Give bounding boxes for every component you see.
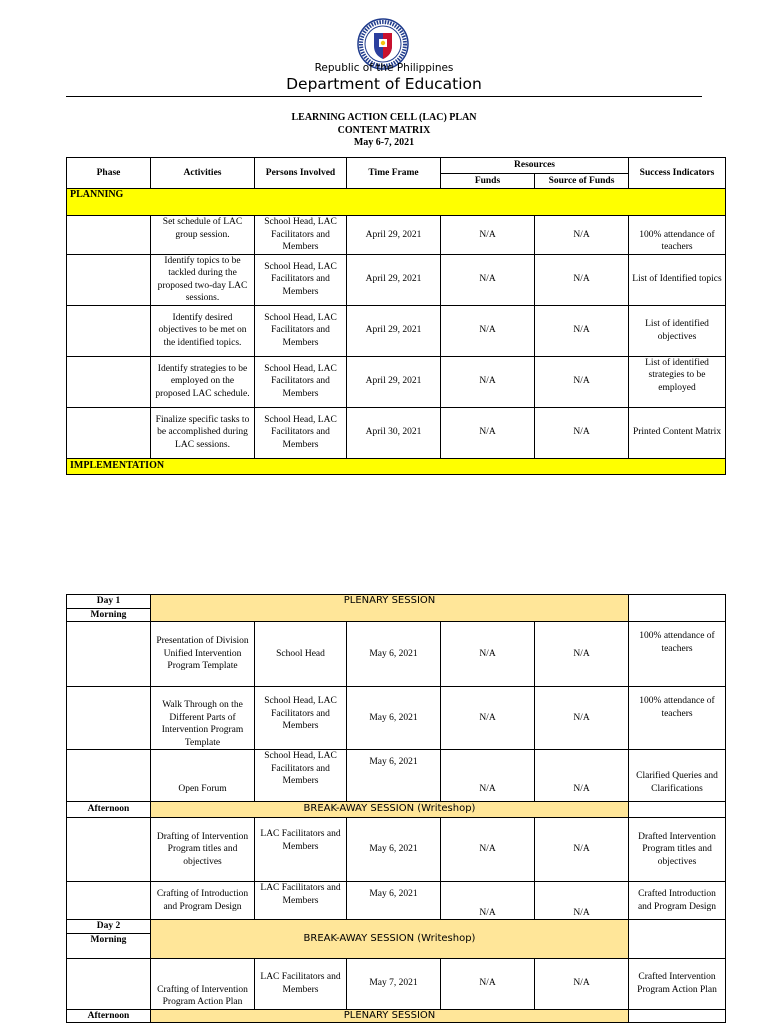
col-header-success: Success Indicators: [629, 158, 726, 189]
source-cell: N/A: [535, 750, 629, 802]
success-cell: Drafted Intervention Program titles and objectives: [629, 818, 726, 882]
source-cell: N/A: [535, 305, 629, 356]
col-header-persons: Persons Involved: [255, 158, 347, 189]
afternoon-label: Afternoon: [67, 802, 151, 818]
source-cell: N/A: [535, 216, 629, 255]
phase-cell: [67, 687, 151, 750]
source-cell: N/A: [535, 254, 629, 305]
day-2-label: Day 2: [67, 920, 151, 934]
success-cell: List of identified strategies to be employed: [629, 356, 726, 407]
persons-cell: School Head, LAC Facilitators and Members: [255, 356, 347, 407]
phase-cell: [67, 622, 151, 687]
funds-cell: N/A: [441, 750, 535, 802]
activity-cell: Identify topics to be tackled during the proposed two-day LAC sessions.: [151, 254, 255, 305]
persons-cell: School Head, LAC Facilitators and Members: [255, 687, 347, 750]
afternoon-label-day-2: Afternoon: [67, 1009, 151, 1023]
col-header-funds: Funds: [441, 174, 535, 189]
col-header-phase: Phase: [67, 158, 151, 189]
success-cell: 100% attendance of teachers: [629, 687, 726, 750]
plenary-session-banner-day-2: PLENARY SESSION: [151, 1009, 629, 1023]
table-row: [67, 882, 726, 920]
phase-cell: [67, 818, 151, 882]
table-row: [67, 356, 726, 407]
funds-cell: N/A: [441, 687, 535, 750]
activity-cell: Crafting of Intervention Program Action Plan: [151, 958, 255, 1009]
empty-cell: [629, 595, 726, 622]
table-row: [67, 407, 726, 458]
time-cell: May 7, 2021: [347, 958, 441, 1009]
success-cell: Crafted Intervention Program Action Plan: [629, 958, 726, 1009]
success-cell: List of Identified topics: [629, 254, 726, 305]
activity-cell: Presentation of Division Unified Intervention Program Template: [151, 622, 255, 687]
morning-label-day-2: Morning: [67, 933, 151, 958]
document-title: [0, 112, 768, 150]
time-cell: April 29, 2021: [347, 216, 441, 255]
phase-cell: [67, 407, 151, 458]
funds-cell: N/A: [441, 818, 535, 882]
title-line-2: CONTENT MATRIX: [337, 124, 431, 136]
activity-cell: Crafting of Introduction and Program Design: [151, 882, 255, 920]
time-cell: May 6, 2021: [347, 687, 441, 750]
table-row: [67, 687, 726, 750]
title-line-1: LEARNING ACTION CELL (LAC) PLAN: [291, 112, 477, 123]
activity-cell: Identify desired objectives to be met on the identified topics.: [151, 305, 255, 356]
phase-cell: [67, 958, 151, 1009]
implementation-table: [66, 594, 726, 1023]
source-cell: N/A: [535, 687, 629, 750]
table-row: [67, 254, 726, 305]
success-cell: Printed Content Matrix: [629, 407, 726, 458]
table-row: [67, 750, 726, 802]
planning-table: [66, 157, 726, 475]
time-cell: May 6, 2021: [347, 622, 441, 687]
department-name: Department of Education: [286, 75, 482, 93]
persons-cell: School Head, LAC Facilitators and Members: [255, 407, 347, 458]
success-cell: 100% attendance of teachers: [629, 216, 726, 255]
persons-cell: School Head, LAC Facilitators and Members: [255, 216, 347, 255]
persons-cell: School Head, LAC Facilitators and Members: [255, 750, 347, 802]
source-cell: N/A: [535, 882, 629, 920]
time-cell: April 29, 2021: [347, 356, 441, 407]
phase-cell: [67, 882, 151, 920]
time-cell: April 29, 2021: [347, 254, 441, 305]
col-header-activities: Activities: [151, 158, 255, 189]
time-cell: May 6, 2021: [347, 750, 441, 802]
phase-cell: [67, 254, 151, 305]
persons-cell: School Head, LAC Facilitators and Members: [255, 305, 347, 356]
funds-cell: N/A: [441, 407, 535, 458]
empty-cell: [629, 802, 726, 818]
activity-cell: Open Forum: [151, 750, 255, 802]
phase-implementation: IMPLEMENTATION: [67, 458, 726, 474]
col-header-resources: Resources: [441, 158, 629, 174]
source-cell: N/A: [535, 818, 629, 882]
phase-planning: PLANNING: [67, 189, 726, 216]
title-line-3: May 6-7, 2021: [353, 137, 415, 148]
table-row: [67, 958, 726, 1009]
activity-cell: Identify strategies to be employed on the proposed LAC schedule.: [151, 356, 255, 407]
breakaway-session-banner-day-2: BREAK-AWAY SESSION (Writeshop): [151, 920, 629, 959]
col-header-source: Source of Funds: [535, 174, 629, 189]
funds-cell: N/A: [441, 356, 535, 407]
funds-cell: N/A: [441, 622, 535, 687]
funds-cell: N/A: [441, 958, 535, 1009]
activity-cell: Drafting of Intervention Program titles and objectives: [151, 818, 255, 882]
persons-cell: School Head, LAC Facilitators and Members: [255, 254, 347, 305]
funds-cell: N/A: [441, 254, 535, 305]
time-cell: May 6, 2021: [347, 882, 441, 920]
source-cell: N/A: [535, 356, 629, 407]
persons-cell: LAC Facilitators and Members: [255, 882, 347, 920]
success-cell: Crafted Introduction and Program Design: [629, 882, 726, 920]
source-cell: N/A: [535, 622, 629, 687]
table-row: [67, 216, 726, 255]
col-header-time-frame: Time Frame: [347, 158, 441, 189]
breakaway-session-banner: BREAK-AWAY SESSION (Writeshop): [151, 802, 629, 818]
phase-cell: [67, 216, 151, 255]
time-cell: May 6, 2021: [347, 818, 441, 882]
empty-cell: [629, 920, 726, 959]
republic-of-the-philippines: Republic of the Philippines: [314, 62, 454, 74]
activity-cell: Walk Through on the Different Parts of Intervention Program Template: [151, 687, 255, 750]
plenary-session-banner: PLENARY SESSION: [151, 595, 629, 622]
funds-cell: N/A: [441, 882, 535, 920]
morning-label: Morning: [67, 608, 151, 622]
phase-cell: [67, 750, 151, 802]
empty-cell: [629, 1009, 726, 1023]
persons-cell: LAC Facilitators and Members: [255, 818, 347, 882]
source-cell: N/A: [535, 958, 629, 1009]
funds-cell: N/A: [441, 216, 535, 255]
time-cell: April 29, 2021: [347, 305, 441, 356]
phase-cell: [67, 356, 151, 407]
phase-cell: [67, 305, 151, 356]
persons-cell: School Head: [255, 622, 347, 687]
header-rule: [66, 96, 702, 97]
success-cell: Clarified Queries and Clarifications: [629, 750, 726, 802]
success-cell: 100% attendance of teachers: [629, 622, 726, 687]
table-row: [67, 305, 726, 356]
source-cell: N/A: [535, 407, 629, 458]
time-cell: April 30, 2021: [347, 407, 441, 458]
activity-cell: Finalize specific tasks to be accomplished during LAC sessions.: [151, 407, 255, 458]
table-row: [67, 818, 726, 882]
persons-cell: LAC Facilitators and Members: [255, 958, 347, 1009]
funds-cell: N/A: [441, 305, 535, 356]
day-1-label: Day 1: [67, 595, 151, 609]
table-row: [67, 622, 726, 687]
activity-cell: Set schedule of LAC group session.: [151, 216, 255, 255]
success-cell: List of identified objectives: [629, 305, 726, 356]
